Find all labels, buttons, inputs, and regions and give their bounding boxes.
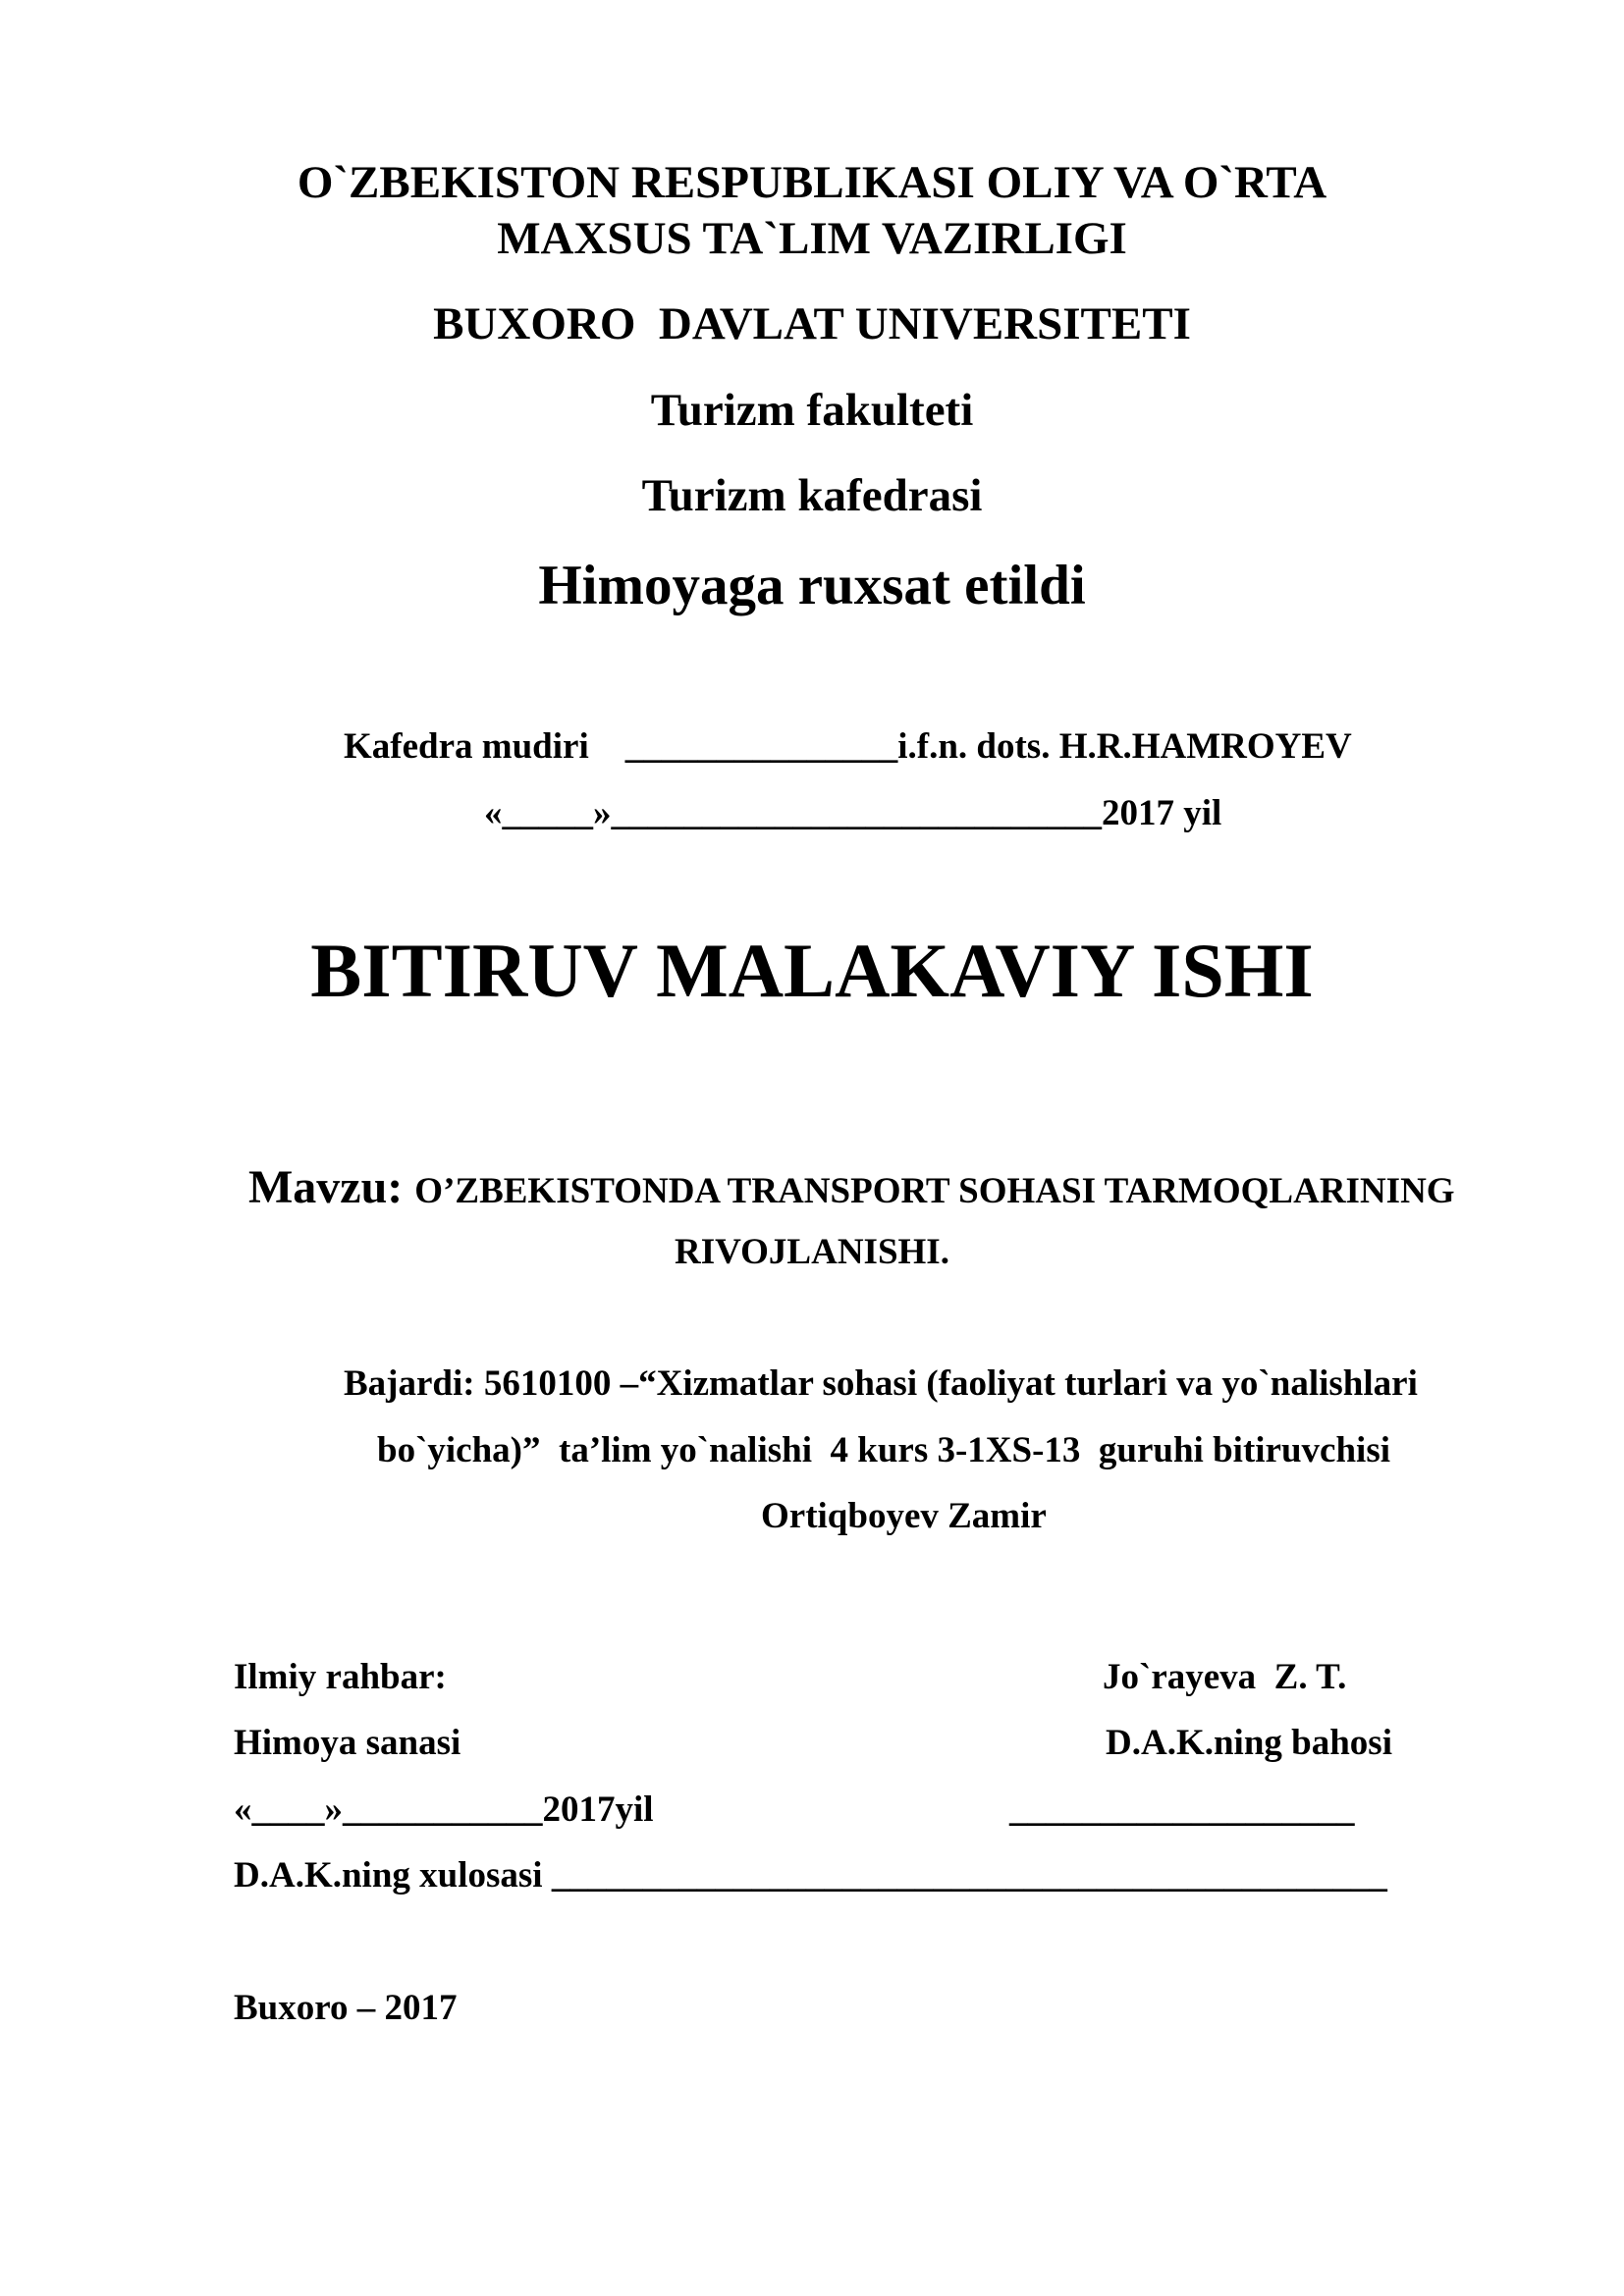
author-name: Ortiqboyev Zamir [761, 1496, 1047, 1536]
author-line-1: Bajardi: 5610100 –“Xizmatlar sohasi (faoliyat turlari va yo`nalishlari [344, 1363, 1418, 1404]
university-name: BUXORO DAVLAT UNIVERSITETI [433, 298, 1191, 349]
conclusion-line: D.A.K.ning xulosasi ______________________________________________ [234, 1855, 1387, 1896]
defense-date-line: «____»___________2017yil [234, 1789, 654, 1830]
author-line-2: bo`yicha)” ta’lim yo`nalishi 4 kurs 3-1XS-13 guruhi bitiruvchisi [377, 1430, 1391, 1470]
supervisor-name: Jo`rayeva Z. T. [1103, 1657, 1347, 1697]
grade-label: D.A.K.ning bahosi [1106, 1723, 1392, 1763]
document-title: BITIRUV MALAKAVIY ISHI [310, 928, 1314, 1013]
department-name: Turizm kafedrasi [641, 470, 983, 521]
city-year: Buxoro – 2017 [234, 1988, 458, 2028]
department-head-line: Kafedra mudiri _______________i.f.n. dots. H.R.HAMROYEV [344, 726, 1352, 767]
approval-title: Himoyaga ruxsat etildi [538, 555, 1086, 616]
grade-line: ___________________ [1009, 1789, 1355, 1830]
ministry-line-1: O`ZBEKISTON RESPUBLIKASI OLIY VA O`RTA [297, 157, 1327, 208]
topic-text: O’ZBEKISTONDA TRANSPORT SOHASI TARMOQLARINING [414, 1171, 1455, 1211]
defense-date-label: Himoya sanasi [234, 1723, 461, 1763]
approval-date-line: «_____»___________________________2017 yil [484, 793, 1222, 833]
topic-line-1 [233, 1148, 1455, 1227]
ministry-line-2: MAXSUS TA`LIM VAZIRLIGI [497, 213, 1127, 264]
faculty-name: Turizm fakulteti [650, 385, 974, 436]
supervisor-label: Ilmiy rahbar: [234, 1657, 447, 1697]
topic-label: Mavzu: [248, 1161, 415, 1213]
topic-line-2: RIVOJLANISHI. [675, 1232, 949, 1272]
